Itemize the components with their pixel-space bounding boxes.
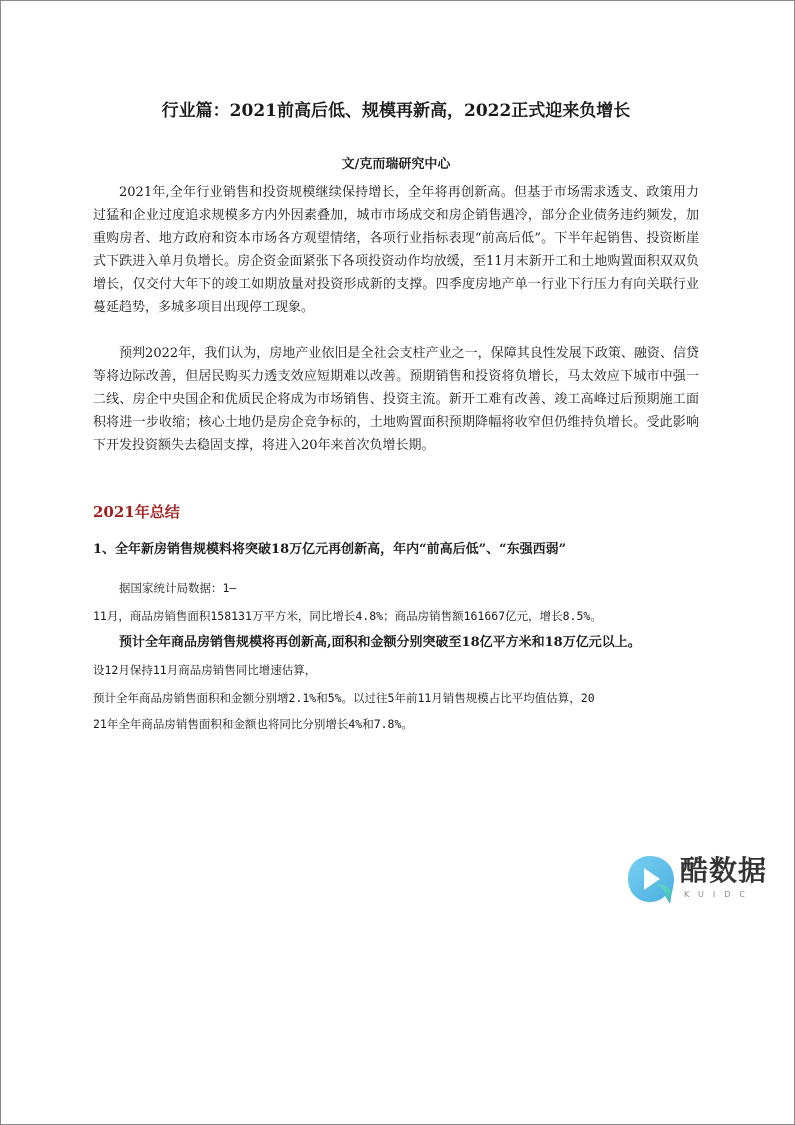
section-title: 2021年总结 bbox=[93, 503, 180, 521]
assumption-line: 设12月保持11月商品房销售同比增速估算， bbox=[93, 663, 317, 677]
stats-values-line: 11月，商品房销售面积158131万平方米，同比增长4.8%；商品房销售额161667亿元，增长8.5%。 bbox=[93, 609, 602, 623]
subheading-sales-scale: 1、全年新房销售规模料将突破18万亿元再创新高，年内“前高后低”、“东强西弱” bbox=[93, 542, 567, 557]
forecast-line-1: 预计全年商品房销售面积和金额分别增2.1%和5%。以过往5年前11月销售规模占比平均值估算，20 bbox=[93, 691, 595, 705]
forecast-line-2: 21年全年商品房销售面积和金额也将同比分别增长4%和7.8%。 bbox=[93, 717, 413, 731]
kuidc-logo-icon bbox=[626, 852, 674, 908]
watermark-text: 酷数据 bbox=[680, 854, 768, 887]
paragraph-2021-overview: 2021年,全年行业销售和投资规模继续保持增长，全年将再创新高。但基于市场需求透支、政策用力过猛和企业过度追求规模多方内外因素叠加，城市市场成交和房企销售遇冷，部分企业债务违约频发，加重购房者、地方政府和资本市场各方观望情绪，各项行业指标表现“前高后低”。下半年起销售、投资断崖式下跌进入单月负增长。房企资金面紧张下各项投资动作均放缓，至11月末新开工和土地购置面积双双负增长，仅交付大年下的竣工如期放量对投资形成新的支撑。四季度房地产单一行业下行压力有向关联行业蔓延趋势，多城多项目出现停工现象。 bbox=[93, 185, 699, 315]
article-title: 行业篇：2021前高后低、规模再新高，2022正式迎来负增长 bbox=[161, 101, 631, 121]
bold-forecast-line: 预计全年商品房销售规模将再创新高,面积和金额分别突破至18亿平方米和18万亿元以上。 bbox=[119, 635, 641, 650]
watermark bbox=[626, 850, 786, 910]
stats-intro-line: 据国家统计局数据：1— bbox=[119, 581, 237, 595]
watermark-subtext: KUIDC bbox=[684, 890, 754, 899]
byline: 文/克而瑞研究中心 bbox=[341, 157, 451, 172]
paragraph-2022-outlook: 预判2022年，我们认为，房地产业依旧是全社会支柱产业之一，保障其良性发展下政策、融资、信贷等将边际改善，但居民购买力透支效应短期难以改善。预期销售和投资将负增长，马太效应下城市中强一二线、房企中央国企和优质民企将成为市场销售、投资主流。新开工难有改善、竣工高峰过后预期施工面积将进一步收缩；核心土地仍是房企竞争标的，土地购置面积预期降幅将收窄但仍维持负增长。受此影响下开发投资额失去稳固支撑，将进入20年来首次负增长期。 bbox=[93, 346, 699, 453]
